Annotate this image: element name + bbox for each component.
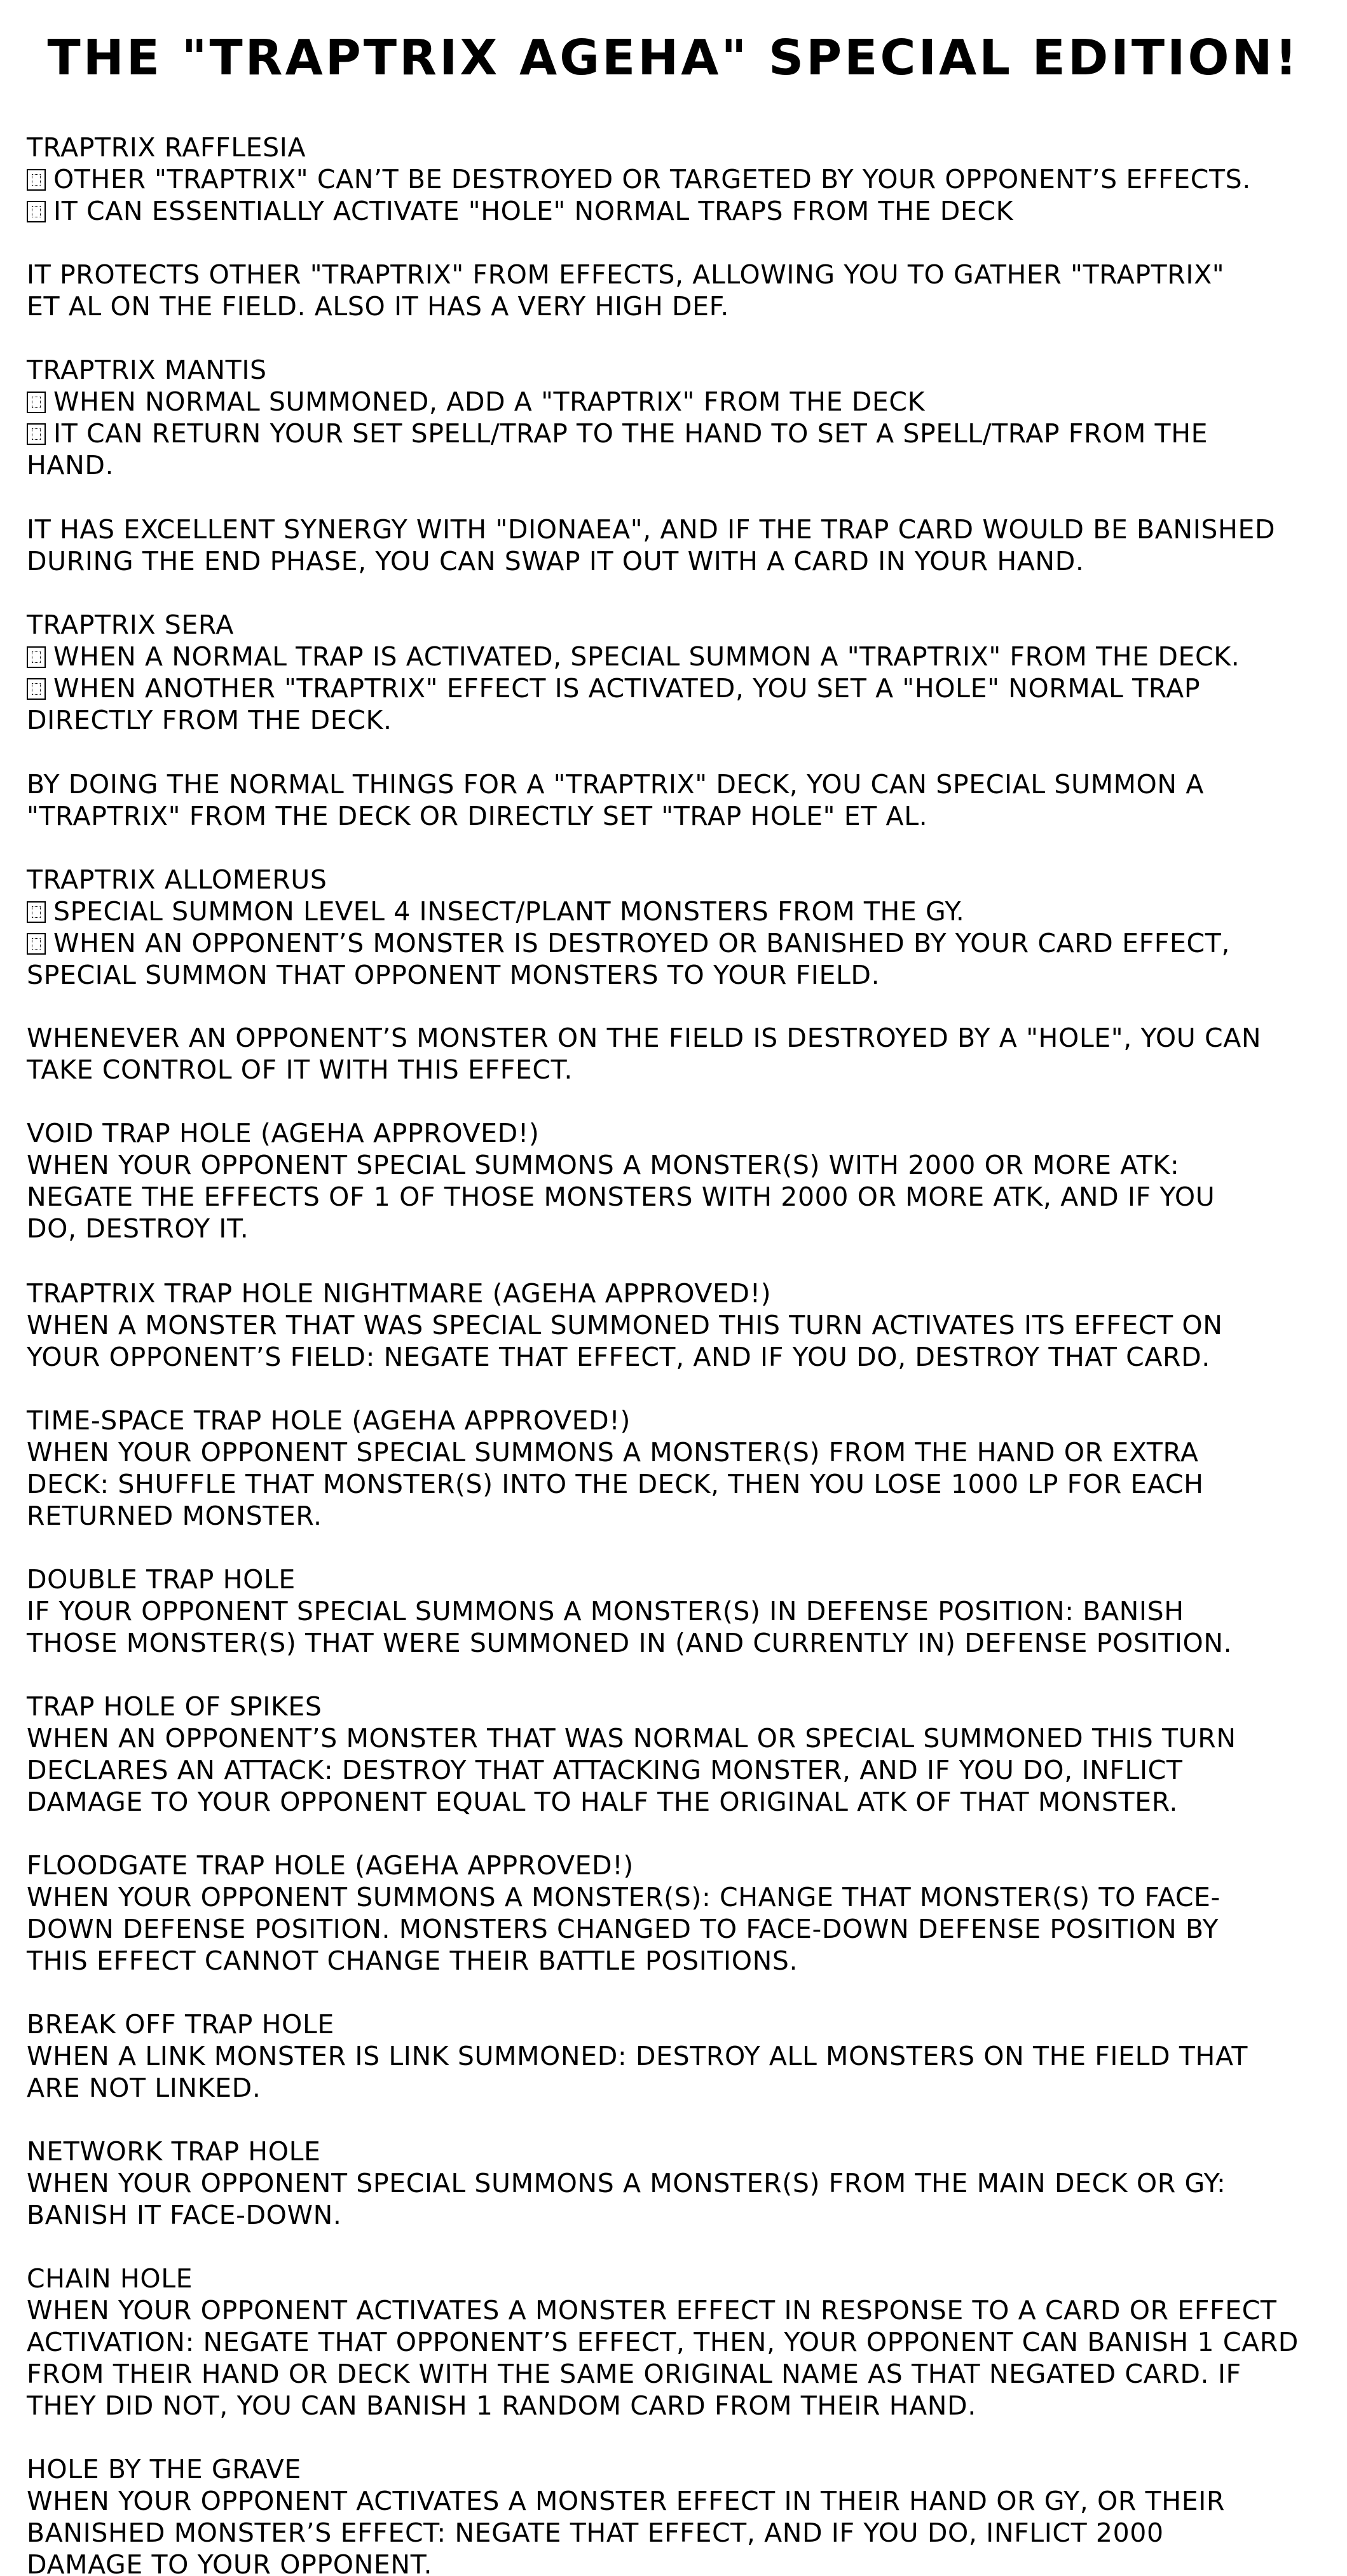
paragraph-line: ARE NOT LINKED. [27, 2073, 261, 2103]
bullet-text: OTHER "TRAPTRIX" CAN’T BE DESTROYED OR TARGETED BY YOUR OPPONENT’S EFFECTS. [53, 164, 1251, 194]
card-entry-double-trap-hole [27, 1564, 1336, 1659]
card-entry-void-trap-hole [27, 1117, 1336, 1244]
card-heading: TRAPTRIX RAFFLESIA [27, 132, 306, 163]
card-entry-traptrix-trap-hole-nightmare [27, 1278, 1336, 1373]
bullet-line [27, 641, 1336, 672]
bullet-line [27, 896, 1336, 927]
paragraph-line: ET AL ON THE FIELD. ALSO IT HAS A VERY HIGH DEF. [27, 291, 729, 322]
bullet-box-icon [27, 201, 46, 222]
card-heading: TRAPTRIX MANTIS [27, 355, 267, 385]
bullet-line [27, 163, 1336, 195]
card-entry-network-trap-hole [27, 2136, 1336, 2231]
card-heading: VOID TRAP HOLE (AGEHA APPROVED!) [27, 1118, 540, 1148]
bullet-text: IT CAN RETURN YOUR SET SPELL/TRAP TO THE HAND TO SET A SPELL/TRAP FROM THE [53, 418, 1208, 449]
card-heading: FLOODGATE TRAP HOLE (AGEHA APPROVED!) [27, 1850, 634, 1881]
card-heading: NETWORK TRAP HOLE [27, 2136, 321, 2167]
bullet-text: SPECIAL SUMMON LEVEL 4 INSECT/PLANT MONSTERS FROM THE GY. [53, 896, 965, 927]
bullet-box-icon [27, 901, 46, 923]
bullet-box-icon [27, 933, 46, 955]
card-entry-traptrix-mantis [27, 354, 1336, 481]
page-title: THE "TRAPTRIX AGEHA" SPECIAL EDITION! [47, 30, 1300, 86]
bullet-text: WHEN A NORMAL TRAP IS ACTIVATED, SPECIAL SUMMON A "TRAPTRIX" FROM THE DECK. [53, 641, 1240, 672]
bullet-box-icon [27, 646, 46, 668]
bullet-line [27, 195, 1336, 227]
card-heading: TRAPTRIX SERA [27, 610, 234, 640]
paragraph-line: NEGATE THE EFFECTS OF 1 OF THOSE MONSTERS WITH 2000 OR MORE ATK, AND IF YOU [27, 1182, 1215, 1212]
card-entry-time-space-trap-hole [27, 1405, 1336, 1532]
paragraph-line: RETURNED MONSTER. [27, 1501, 322, 1531]
bullet-line [27, 927, 1336, 959]
paragraph-line: WHEN YOUR OPPONENT SUMMONS A MONSTER(S): CHANGE THAT MONSTER(S) TO FACE- [27, 1882, 1221, 1912]
paragraph-line: WHEN YOUR OPPONENT SPECIAL SUMMONS A MONSTER(S) FROM THE MAIN DECK OR GY: [27, 2168, 1226, 2198]
paragraph-line: FROM THEIR HAND OR DECK WITH THE SAME ORIGINAL NAME AS THAT NEGATED CARD. IF [27, 2359, 1241, 2389]
paragraph-line: DURING THE END PHASE, YOU CAN SWAP IT OUT WITH A CARD IN YOUR HAND. [27, 546, 1084, 576]
paragraph-line: ACTIVATION: NEGATE THAT OPPONENT’S EFFECT, THEN, YOUR OPPONENT CAN BANISH 1 CARD [27, 2327, 1299, 2357]
card-entry-trap-hole-of-spikes [27, 1691, 1336, 1818]
commentary-paragraph [27, 768, 1336, 832]
paragraph-line: THIS EFFECT CANNOT CHANGE THEIR BATTLE POSITIONS. [27, 1946, 798, 1976]
bullet-text: WHEN ANOTHER "TRAPTRIX" EFFECT IS ACTIVATED, YOU SET A "HOLE" NORMAL TRAP [53, 673, 1201, 704]
card-heading: TRAPTRIX ALLOMERUS [27, 864, 327, 895]
paragraph-line: WHEN YOUR OPPONENT SPECIAL SUMMONS A MONSTER(S) FROM THE HAND OR EXTRA [27, 1437, 1199, 1468]
paragraph-line: IT PROTECTS OTHER "TRAPTRIX" FROM EFFECTS, ALLOWING YOU TO GATHER "TRAPTRIX" [27, 259, 1225, 290]
bullet-box-icon [27, 423, 46, 445]
card-entry-traptrix-sera [27, 609, 1336, 736]
card-heading: DOUBLE TRAP HOLE [27, 1564, 296, 1595]
card-heading: CHAIN HOLE [27, 2263, 193, 2294]
bullet-box-icon [27, 392, 46, 413]
card-heading: BREAK OFF TRAP HOLE [27, 2009, 334, 2040]
paragraph-line: IF YOUR OPPONENT SPECIAL SUMMONS A MONSTER(S) IN DEFENSE POSITION: BANISH [27, 1596, 1184, 1626]
bullet-text: WHEN AN OPPONENT’S MONSTER IS DESTROYED OR BANISHED BY YOUR CARD EFFECT, [53, 928, 1230, 958]
card-entry-hole-by-the-grave [27, 2453, 1336, 2576]
paragraph-line: WHEN A MONSTER THAT WAS SPECIAL SUMMONED THIS TURN ACTIVATES ITS EFFECT ON [27, 1310, 1223, 1340]
card-entry-floodgate-trap-hole [27, 1850, 1336, 1977]
card-entry-traptrix-allomerus [27, 864, 1336, 991]
commentary-paragraph [27, 1022, 1336, 1086]
commentary-paragraph [27, 259, 1336, 322]
card-entry-chain-hole [27, 2263, 1336, 2422]
paragraph-line: DO, DESTROY IT. [27, 1213, 249, 1244]
bullet-line [27, 418, 1336, 449]
bullet-box-icon [27, 678, 46, 700]
paragraph-line: DAMAGE TO YOUR OPPONENT EQUAL TO HALF THE ORIGINAL ATK OF THAT MONSTER. [27, 1787, 1178, 1817]
bullet-continuation: DIRECTLY FROM THE DECK. [27, 705, 392, 735]
paragraph-line: DECLARES AN ATTACK: DESTROY THAT ATTACKING MONSTER, AND IF YOU DO, INFLICT [27, 1755, 1183, 1785]
paragraph-line: BANISHED MONSTER’S EFFECT: NEGATE THAT EFFECT, AND IF YOU DO, INFLICT 2000 [27, 2518, 1164, 2548]
paragraph-line: BY DOING THE NORMAL THINGS FOR A "TRAPTRIX" DECK, YOU CAN SPECIAL SUMMON A [27, 769, 1204, 800]
card-entry-traptrix-rafflesia [27, 132, 1336, 227]
paragraph-line: "TRAPTRIX" FROM THE DECK OR DIRECTLY SET "TRAP HOLE" ET AL. [27, 801, 928, 831]
bullet-line [27, 386, 1336, 418]
paragraph-line: WHEN YOUR OPPONENT ACTIVATES A MONSTER EFFECT IN THEIR HAND OR GY, OR THEIR [27, 2486, 1225, 2516]
paragraph-line: IT HAS EXCELLENT SYNERGY WITH "DIONAEA", AND IF THE TRAP CARD WOULD BE BANISHED [27, 514, 1276, 545]
paragraph-line: WHEN A LINK MONSTER IS LINK SUMMONED: DESTROY ALL MONSTERS ON THE FIELD THAT [27, 2041, 1248, 2071]
paragraph-line: BANISH IT FACE-DOWN. [27, 2200, 342, 2230]
paragraph-line: DECK: SHUFFLE THAT MONSTER(S) INTO THE DECK, THEN YOU LOSE 1000 LP FOR EACH [27, 1469, 1204, 1499]
paragraph-line: TAKE CONTROL OF IT WITH THIS EFFECT. [27, 1054, 573, 1085]
card-heading: HOLE BY THE GRAVE [27, 2454, 301, 2484]
bullet-text: WHEN NORMAL SUMMONED, ADD A "TRAPTRIX" FROM THE DECK [53, 386, 926, 417]
paragraph-line: THOSE MONSTER(S) THAT WERE SUMMONED IN (AND CURRENTLY IN) DEFENSE POSITION. [27, 1628, 1233, 1658]
paragraph-line: YOUR OPPONENT’S FIELD: NEGATE THAT EFFECT, AND IF YOU DO, DESTROY THAT CARD. [27, 1342, 1210, 1372]
bullet-box-icon [27, 169, 46, 191]
paragraph-line: THEY DID NOT, YOU CAN BANISH 1 RANDOM CARD FROM THEIR HAND. [27, 2390, 976, 2421]
bullet-line [27, 672, 1336, 704]
card-heading: TRAPTRIX TRAP HOLE NIGHTMARE (AGEHA APPROVED!) [27, 1278, 772, 1309]
card-heading: TRAP HOLE OF SPIKES [27, 1691, 322, 1722]
paragraph-line: DAMAGE TO YOUR OPPONENT. [27, 2549, 433, 2576]
paragraph-line: WHEN YOUR OPPONENT SPECIAL SUMMONS A MONSTER(S) WITH 2000 OR MORE ATK: [27, 1150, 1180, 1180]
bullet-continuation: HAND. [27, 450, 114, 480]
commentary-paragraph [27, 514, 1336, 577]
card-heading: TIME-SPACE TRAP HOLE (AGEHA APPROVED!) [27, 1405, 631, 1436]
card-entry-break-off-trap-hole [27, 2008, 1336, 2104]
bullet-continuation: SPECIAL SUMMON THAT OPPONENT MONSTERS TO YOUR FIELD. [27, 960, 880, 990]
paragraph-line: WHEN AN OPPONENT’S MONSTER THAT WAS NORMAL OR SPECIAL SUMMONED THIS TURN [27, 1723, 1236, 1754]
paragraph-line: WHEN YOUR OPPONENT ACTIVATES A MONSTER EFFECT IN RESPONSE TO A CARD OR EFFECT [27, 2295, 1277, 2326]
paragraph-line: DOWN DEFENSE POSITION. MONSTERS CHANGED TO FACE-DOWN DEFENSE POSITION BY [27, 1914, 1219, 1944]
bullet-text: IT CAN ESSENTIALLY ACTIVATE "HOLE" NORMAL TRAPS FROM THE DECK [53, 196, 1014, 226]
paragraph-line: WHENEVER AN OPPONENT’S MONSTER ON THE FIELD IS DESTROYED BY A "HOLE", YOU CAN [27, 1023, 1262, 1053]
